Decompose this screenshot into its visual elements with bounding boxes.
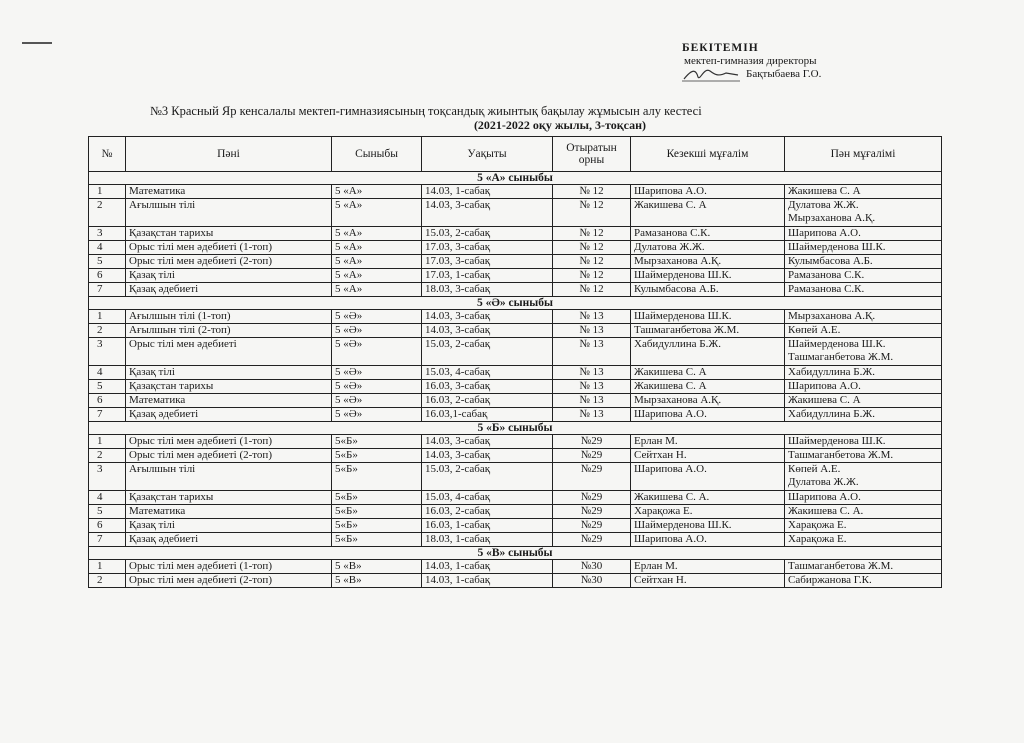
cell-subject-teacher [785, 269, 942, 283]
cell-class: 5 «А» [332, 199, 422, 227]
cell-number: 6 [89, 394, 126, 408]
cell-subject-teacher [785, 185, 942, 199]
subject-teacher-name: Көпей А.Е. [788, 463, 841, 475]
subject-teacher-name: Мырзаханова А.Қ. [788, 310, 876, 322]
cell-room: №29 [553, 449, 631, 463]
cell-time: 14.03, 3-сабақ [422, 449, 553, 463]
header-time: Уақыты [422, 137, 553, 172]
cell-time: 15.03, 2-сабақ [422, 338, 553, 366]
cell-room: №29 [553, 491, 631, 505]
cell-class: 5 «Ә» [332, 380, 422, 394]
subject-teacher-name: Жакишева С. А [788, 185, 861, 197]
cell-subject-teacher [785, 519, 942, 533]
cell-time: 15.03, 2-сабақ [422, 463, 553, 491]
cell-class: 5 «А» [332, 255, 422, 269]
subject-teacher-name: Сабиржанова Г.К. [788, 574, 872, 586]
table-row [89, 227, 942, 241]
cell-class: 5 «А» [332, 241, 422, 255]
subject-teacher-name: Кулымбасова А.Б. [788, 255, 873, 267]
cell-subject: Ағылшын тілі [126, 463, 332, 491]
table-row [89, 533, 942, 547]
cell-number: 2 [89, 199, 126, 227]
cell-subject-teacher [785, 324, 942, 338]
cell-class: 5 «А» [332, 227, 422, 241]
cell-class: 5«Б» [332, 533, 422, 547]
cell-time: 14.03, 3-сабақ [422, 435, 553, 449]
cell-subject: Математика [126, 185, 332, 199]
cell-number: 7 [89, 283, 126, 297]
cell-subject: Қазақ әдебиеті [126, 408, 332, 422]
subject-teacher-name: Шаймерденова Ш.К. [788, 241, 886, 253]
table-row [89, 338, 942, 366]
cell-class: 5«Б» [332, 435, 422, 449]
cell-subject-teacher [785, 255, 942, 269]
cell-time: 17.03, 3-сабақ [422, 241, 553, 255]
subject-teacher-name: Дулатова Ж.Ж. [788, 199, 859, 211]
cell-subject: Орыс тілі мен әдебиеті (1-топ) [126, 435, 332, 449]
cell-time: 14.03, 3-сабақ [422, 310, 553, 324]
table-row [89, 269, 942, 283]
subject-teacher-name: Шаймерденова Ш.К. [788, 435, 886, 447]
cell-subject: Ағылшын тілі (1-топ) [126, 310, 332, 324]
cell-subject: Қазақ әдебиеті [126, 283, 332, 297]
table-row [89, 394, 942, 408]
cell-time: 16.03, 1-сабақ [422, 519, 553, 533]
table-row [89, 560, 942, 574]
header-number: № [89, 137, 126, 172]
cell-duty-teacher: Мырзаханова А.Қ. [631, 255, 785, 269]
cell-room: № 13 [553, 380, 631, 394]
table-row [89, 310, 942, 324]
cell-subject: Қазақ әдебиеті [126, 533, 332, 547]
cell-room: № 13 [553, 310, 631, 324]
cell-number: 6 [89, 519, 126, 533]
cell-class: 5 «Ә» [332, 394, 422, 408]
cell-subject: Қазақстан тарихы [126, 227, 332, 241]
document-title [150, 104, 910, 132]
section-title: 5 «В» сыныбы [89, 547, 942, 560]
scan-artifact-line [22, 42, 52, 44]
cell-duty-teacher: Ерлан М. [631, 560, 785, 574]
cell-room: №29 [553, 463, 631, 491]
cell-class: 5«Б» [332, 505, 422, 519]
subject-teacher-name: Шарипова А.О. [788, 491, 861, 503]
subject-teacher-name: Рамазанова С.К. [788, 269, 865, 281]
cell-subject: Орыс тілі мен әдебиеті (1-топ) [126, 560, 332, 574]
cell-subject-teacher [785, 533, 942, 547]
cell-room: №29 [553, 435, 631, 449]
cell-duty-teacher: Шаймерденова Ш.К. [631, 310, 785, 324]
cell-room: № 13 [553, 408, 631, 422]
cell-room: №30 [553, 560, 631, 574]
cell-room: № 12 [553, 199, 631, 227]
cell-room: №29 [553, 533, 631, 547]
cell-room: № 12 [553, 241, 631, 255]
cell-time: 16.03, 2-сабақ [422, 505, 553, 519]
table-row [89, 491, 942, 505]
cell-class: 5 «А» [332, 283, 422, 297]
table-row [89, 505, 942, 519]
cell-room: № 12 [553, 269, 631, 283]
cell-number: 5 [89, 380, 126, 394]
cell-class: 5«Б» [332, 519, 422, 533]
cell-duty-teacher: Ташмаганбетова Ж.М. [631, 324, 785, 338]
section-title: 5 «Ә» сыныбы [89, 297, 942, 310]
table-row [89, 574, 942, 588]
cell-subject-teacher [785, 394, 942, 408]
cell-duty-teacher: Кулымбасова А.Б. [631, 283, 785, 297]
cell-number: 1 [89, 560, 126, 574]
subject-teacher-name: Шарипова А.О. [788, 227, 861, 239]
cell-number: 6 [89, 269, 126, 283]
cell-time: 16.03, 3-сабақ [422, 380, 553, 394]
cell-duty-teacher: Харақожа Е. [631, 505, 785, 519]
cell-subject-teacher [785, 310, 942, 324]
cell-number: 5 [89, 505, 126, 519]
cell-number: 4 [89, 241, 126, 255]
cell-duty-teacher: Рамазанова С.К. [631, 227, 785, 241]
cell-room: № 13 [553, 338, 631, 366]
cell-duty-teacher: Жакишева С. А [631, 380, 785, 394]
cell-subject-teacher [785, 505, 942, 519]
cell-time: 18.03, 3-сабақ [422, 283, 553, 297]
cell-time: 14.03, 3-сабақ [422, 199, 553, 227]
subject-teacher-name: Ташмаганбетова Ж.М. [788, 560, 894, 572]
cell-duty-teacher: Шарипова А.О. [631, 463, 785, 491]
section-title: 5 «Б» сыныбы [89, 422, 942, 435]
cell-subject: Қазақ тілі [126, 366, 332, 380]
header-subject: Пәні [126, 137, 332, 172]
table-row [89, 408, 942, 422]
document-title-line1: №3 Красный Яр кенсалалы мектеп-гимназиясының тоқсандық жиынтық бақылау жұмысын алу кестесі [150, 104, 702, 118]
subject-teacher-name: Ташмаганбетова Ж.М. [788, 449, 894, 461]
table-body [89, 172, 942, 588]
cell-subject: Орыс тілі мен әдебиеті (1-топ) [126, 241, 332, 255]
cell-time: 14.03, 3-сабақ [422, 324, 553, 338]
cell-subject: Орыс тілі мен әдебиеті (2-топ) [126, 255, 332, 269]
cell-time: 15.03, 4-сабақ [422, 491, 553, 505]
header-subject-teacher: Пән мұғалімі [785, 137, 942, 172]
table-header-row [89, 137, 942, 172]
cell-subject: Математика [126, 505, 332, 519]
cell-class: 5 «А» [332, 269, 422, 283]
cell-room: № 12 [553, 227, 631, 241]
cell-time: 17.03, 3-сабақ [422, 255, 553, 269]
cell-subject: Қазақ тілі [126, 519, 332, 533]
cell-time: 16.03, 2-сабақ [422, 394, 553, 408]
cell-subject-teacher [785, 408, 942, 422]
cell-number: 3 [89, 227, 126, 241]
cell-duty-teacher: Жакишева С. А [631, 366, 785, 380]
cell-duty-teacher: Шарипова А.О. [631, 408, 785, 422]
cell-duty-teacher: Шаймерденова Ш.К. [631, 269, 785, 283]
subject-teacher-name: Хабидуллина Б.Ж. [788, 408, 875, 420]
cell-subject-teacher [785, 199, 942, 227]
cell-class: 5 «В» [332, 574, 422, 588]
signature-icon [682, 69, 742, 81]
table-row [89, 185, 942, 199]
cell-room: № 13 [553, 394, 631, 408]
cell-room: № 13 [553, 366, 631, 380]
header-class: Сыныбы [332, 137, 422, 172]
document-title-line2: (2021-2022 оқу жылы, 3-тоқсан) [473, 118, 647, 132]
cell-subject-teacher [785, 435, 942, 449]
cell-room: № 12 [553, 185, 631, 199]
cell-subject: Ағылшын тілі (2-топ) [126, 324, 332, 338]
cell-class: 5 «А» [332, 185, 422, 199]
subject-teacher-name: Мырзаханова А.Қ. [788, 211, 876, 224]
cell-subject-teacher [785, 338, 942, 366]
cell-subject-teacher [785, 241, 942, 255]
cell-subject: Орыс тілі мен әдебиеті (2-топ) [126, 449, 332, 463]
cell-duty-teacher: Жакишева С. А. [631, 491, 785, 505]
table-row [89, 255, 942, 269]
section-row [89, 547, 942, 560]
cell-number: 5 [89, 255, 126, 269]
cell-subject-teacher [785, 560, 942, 574]
subject-teacher-name: Дулатова Ж.Ж. [788, 475, 859, 488]
cell-duty-teacher: Ерлан М. [631, 435, 785, 449]
cell-room: № 13 [553, 324, 631, 338]
approval-position: мектеп-гимназия директоры [684, 55, 817, 67]
section-title: 5 «А» сыныбы [89, 172, 942, 185]
section-row [89, 297, 942, 310]
cell-class: 5«Б» [332, 463, 422, 491]
subject-teacher-name: Харақожа Е. [788, 533, 847, 545]
cell-subject-teacher [785, 491, 942, 505]
cell-subject-teacher [785, 283, 942, 297]
approval-title: БЕКІТЕМІН [682, 42, 759, 54]
cell-number: 4 [89, 491, 126, 505]
cell-duty-teacher: Хабидуллина Б.Ж. [631, 338, 785, 366]
subject-teacher-name: Ташмаганбетова Ж.М. [788, 350, 894, 363]
cell-subject-teacher [785, 574, 942, 588]
approval-signature-line [682, 68, 882, 81]
section-row [89, 422, 942, 435]
header-room: Отыратын орны [553, 137, 631, 172]
table-row [89, 380, 942, 394]
cell-duty-teacher: Шаймерденова Ш.К. [631, 519, 785, 533]
cell-number: 2 [89, 449, 126, 463]
subject-teacher-name: Шаймерденова Ш.К. [788, 338, 886, 350]
cell-subject: Қазақстан тарихы [126, 380, 332, 394]
cell-duty-teacher: Сейтхан Н. [631, 574, 785, 588]
cell-number: 7 [89, 408, 126, 422]
cell-number: 1 [89, 185, 126, 199]
table-row [89, 435, 942, 449]
cell-time: 17.03, 1-сабақ [422, 269, 553, 283]
cell-number: 2 [89, 324, 126, 338]
cell-room: №29 [553, 505, 631, 519]
cell-subject: Орыс тілі мен әдебиеті [126, 338, 332, 366]
header-duty-teacher: Кезекші мұғалім [631, 137, 785, 172]
section-row [89, 172, 942, 185]
cell-duty-teacher: Шарипова А.О. [631, 533, 785, 547]
cell-time: 15.03, 2-сабақ [422, 227, 553, 241]
table-row [89, 324, 942, 338]
cell-time: 14.03, 1-сабақ [422, 574, 553, 588]
cell-class: 5«Б» [332, 449, 422, 463]
cell-time: 15.03, 4-сабақ [422, 366, 553, 380]
cell-duty-teacher: Жакишева С. А [631, 199, 785, 227]
cell-number: 7 [89, 533, 126, 547]
cell-class: 5«Б» [332, 491, 422, 505]
subject-teacher-name: Харақожа Е. [788, 519, 847, 531]
table-row [89, 366, 942, 380]
cell-duty-teacher: Мырзаханова А.Қ. [631, 394, 785, 408]
cell-number: 3 [89, 338, 126, 366]
subject-teacher-name: Рамазанова С.К. [788, 283, 865, 295]
table-row [89, 519, 942, 533]
approval-stamp [682, 42, 882, 81]
cell-subject: Математика [126, 394, 332, 408]
subject-teacher-name: Жакишева С. А. [788, 505, 864, 517]
cell-time: 14.03, 1-сабақ [422, 560, 553, 574]
cell-subject-teacher [785, 463, 942, 491]
cell-time: 14.03, 1-сабақ [422, 185, 553, 199]
cell-subject-teacher [785, 380, 942, 394]
cell-time: 18.03, 1-сабақ [422, 533, 553, 547]
subject-teacher-name: Шарипова А.О. [788, 380, 861, 392]
subject-teacher-name: Жакишева С. А [788, 394, 861, 406]
cell-subject: Қазақ тілі [126, 269, 332, 283]
cell-class: 5 «Ә» [332, 366, 422, 380]
table-row [89, 463, 942, 491]
cell-subject-teacher [785, 366, 942, 380]
cell-class: 5 «В» [332, 560, 422, 574]
cell-duty-teacher: Сейтхан Н. [631, 449, 785, 463]
cell-subject: Ағылшын тілі [126, 199, 332, 227]
cell-subject: Орыс тілі мен әдебиеті (2-топ) [126, 574, 332, 588]
cell-number: 3 [89, 463, 126, 491]
cell-subject-teacher [785, 449, 942, 463]
cell-room: №29 [553, 519, 631, 533]
cell-number: 2 [89, 574, 126, 588]
table-row [89, 199, 942, 227]
cell-room: № 12 [553, 255, 631, 269]
schedule-table [88, 136, 942, 588]
cell-room: №30 [553, 574, 631, 588]
cell-class: 5 «Ә» [332, 324, 422, 338]
table-row [89, 283, 942, 297]
cell-subject: Қазақстан тарихы [126, 491, 332, 505]
cell-time: 16.03,1-сабақ [422, 408, 553, 422]
subject-teacher-name: Көпей А.Е. [788, 324, 841, 336]
cell-room: № 12 [553, 283, 631, 297]
cell-class: 5 «Ә» [332, 408, 422, 422]
cell-number: 1 [89, 435, 126, 449]
cell-duty-teacher: Шарипова А.О. [631, 185, 785, 199]
cell-number: 1 [89, 310, 126, 324]
cell-class: 5 «Ә» [332, 338, 422, 366]
cell-class: 5 «Ә» [332, 310, 422, 324]
table-row [89, 449, 942, 463]
cell-number: 4 [89, 366, 126, 380]
table-row [89, 241, 942, 255]
subject-teacher-name: Хабидуллина Б.Ж. [788, 366, 875, 378]
cell-subject-teacher [785, 227, 942, 241]
approval-name: Бақтыбаева Г.О. [746, 68, 822, 80]
cell-duty-teacher: Дулатова Ж.Ж. [631, 241, 785, 255]
